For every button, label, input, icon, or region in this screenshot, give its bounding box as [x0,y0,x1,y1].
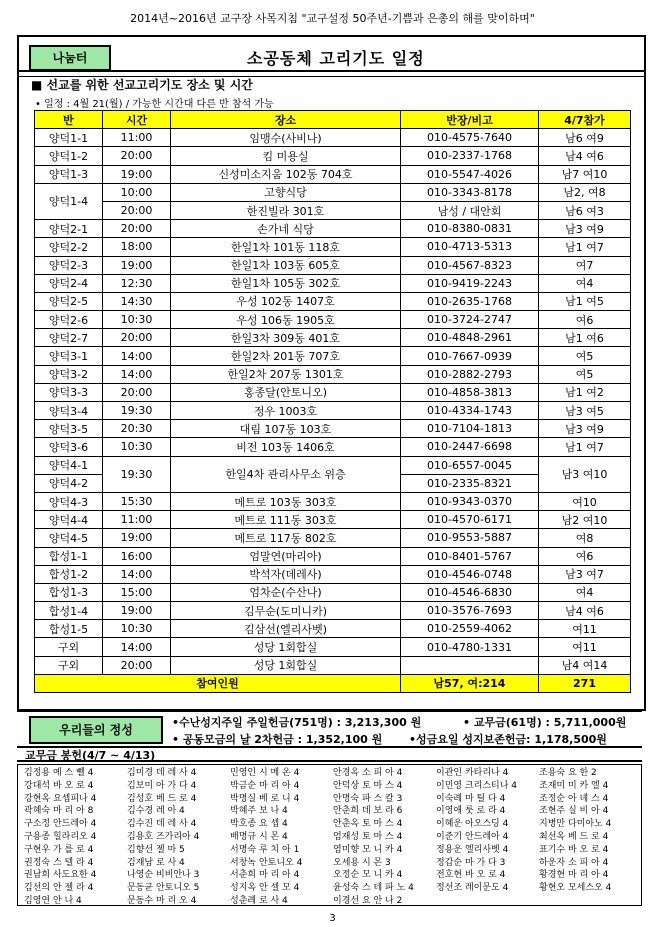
col-header: 4/7참가 [539,111,631,129]
table-cell: 남4 여6 [539,147,631,165]
offering-tag: 우리들의 정성 [29,716,163,744]
donor-entry: 박명실 베 로 니 4 [230,793,300,804]
table-cell: 20:00 [103,220,171,238]
table-cell: 엄차순(수산나) [171,583,401,601]
table-cell: 합성1-2 [35,565,103,583]
table-cell: 010-9343-0370 [401,492,539,510]
table-cell: 10:30 [103,438,171,456]
donor-entry: 권정숙 스 텔 라 4 [24,857,94,868]
donor-entry: 최선옥 베 드 로 4 [539,831,609,842]
table-cell: 010-4546-0748 [401,565,539,583]
table-cell: 여4 [539,274,631,292]
table-cell: 양덕2-4 [35,274,103,292]
table-cell: 홍종달(안토니오) [171,383,401,401]
section-tag: 나눔터 [29,45,111,71]
donor-entry: 성춘례 로 사 4 [230,895,288,906]
table-row [35,256,631,274]
donor-entry: 김영연 안 나 4 [24,895,82,906]
donor-entry: 정용운 엘리사벳 4 [436,844,509,855]
table-cell: 010-2882-2793 [401,365,539,383]
table-cell: 메트로 111동 303호 [171,511,401,529]
table-cell: 엄말연(마리아) [171,547,401,565]
table-cell: 킴 미용실 [171,147,401,165]
table-cell: 양덕1-1 [35,129,103,147]
donor-entry: 조용숙 요 한 2 [539,768,597,778]
table-cell: 19:00 [103,529,171,547]
donor-entry: 이숙례 마 틸 다 4 [436,793,506,804]
table-row [35,402,631,420]
donor-entry: 안명숙 파 스 칼 3 [333,793,403,804]
table-cell: 양덕4-3 [35,492,103,510]
table-cell: 010-9419-2243 [401,274,539,292]
table-row [35,383,631,401]
table-cell: 박석자(데레사) [171,565,401,583]
page-number: 3 [329,913,336,924]
donor-entry: 황현오 모세스오 4 [539,883,612,894]
table-row [35,201,631,219]
table-cell: 20:00 [103,201,171,219]
table-cell: 010-4780-1331 [401,638,539,656]
table-row [35,292,631,310]
table-cell: 손가네 식당 [171,220,401,238]
table-cell: 12:30 [103,274,171,292]
table-cell: 양덕2-6 [35,311,103,329]
donor-entry: 이영애 룻 로 라 4 [436,806,506,817]
donor-entry: 문동수 마 리 오 4 [127,895,197,906]
table-row [35,238,631,256]
donor-column [436,767,538,895]
donor-entry: 강현옥 요셉피나 4 [24,793,97,804]
donor-entry: 이혜운 아오스딩 4 [436,819,509,830]
table-cell: 구외 [35,656,103,674]
table-cell: 남6 여9 [539,129,631,147]
donor-entry: 김정용 예 스 뻴 4 [24,768,94,778]
donor-entry: 전호현 바 오 로 4 [436,870,506,881]
table-cell: 한일1차 105동 302호 [171,274,401,292]
table-cell: 양덕2-5 [35,292,103,310]
table-cell: 남4 여6 [539,602,631,620]
table-row [35,583,631,601]
table-cell: 14:00 [103,365,171,383]
table-cell: 010-3576-7693 [401,602,539,620]
table-row [35,602,631,620]
donor-entry: 안춘희 데 보 라 6 [333,806,403,817]
table-cell [401,656,539,674]
donor-entry: 김수경 레 아 4 [127,806,185,817]
donor-entry: 구현우 가 를 로 4 [24,844,94,855]
table-row [35,274,631,292]
col-header: 시간 [103,111,171,129]
donor-entry: 구용종 힐라리오 4 [24,831,97,842]
table-cell: 19:00 [103,165,171,183]
donor-column [230,767,332,908]
schedule-frame [17,35,646,711]
table-cell: 010-4858-3813 [401,383,539,401]
donor-entry: 박호종 요 셉 4 [230,819,288,830]
table-cell: 한일1차 103동 605호 [171,256,401,274]
donor-column [127,767,229,908]
table-cell: 010-4334-1743 [401,402,539,420]
table-cell: 010-7104-1813 [401,420,539,438]
donor-list [17,764,642,906]
donor-entry: 오세용 시 몬 3 [333,857,391,868]
table-cell: 김무순(도미니카) [171,602,401,620]
table-cell: 010-2635-1768 [401,292,539,310]
donor-entry: 황경현 마 리 아 4 [539,870,609,881]
table-cell: 20:00 [103,656,171,674]
table-cell: 남3 여9 [539,420,631,438]
col-header: 반장/비고 [401,111,539,129]
table-cell: 우성 106동 1905호 [171,311,401,329]
table-cell: 남6 여3 [539,201,631,219]
donor-entry: 이경선 요 안 나 2 [333,895,403,906]
donor-entry: 오정순 모 니 카 4 [333,870,403,881]
offering-line: •수난성지주일 주일헌금(751명) : 3,213,300 원 [172,716,422,729]
table-cell: 한일1차 101동 118호 [171,238,401,256]
table-cell: 010-2447-6698 [401,438,539,456]
table-cell: 여11 [539,620,631,638]
table-cell: 010-7667-0939 [401,347,539,365]
table-cell: 여4 [539,583,631,601]
table-cell: 15:30 [103,492,171,510]
table-row [35,220,631,238]
table-cell: 15:00 [103,583,171,601]
table-cell: 양덕2-1 [35,220,103,238]
donor-column [24,767,126,908]
donor-entry: 염미향 모 니 카 4 [333,844,403,855]
table-cell: 010-3343-8178 [401,183,539,201]
table-cell: 19:30 [103,456,171,492]
table-cell: 합성1-4 [35,602,103,620]
table-cell: 남성 / 대안회 [401,201,539,219]
table-cell: 여5 [539,347,631,365]
table-cell: 남3 여5 [539,402,631,420]
table-cell: 여11 [539,638,631,656]
table-cell: 양덕2-3 [35,256,103,274]
table-cell: 남4 여14 [539,656,631,674]
donor-entry: 문동균 안토니오 5 [127,883,200,894]
table-cell: 양덕1-2 [35,147,103,165]
table-cell: 남1 여2 [539,383,631,401]
donor-entry: 성지옥 안 셀 모 4 [230,883,300,894]
table-cell: 양덕3-3 [35,383,103,401]
donor-entry: 강대석 바 오 로 4 [24,780,94,791]
table-cell: 남1 여7 [539,238,631,256]
table-cell: 여5 [539,365,631,383]
total-cell: 남57, 여:214 [401,674,539,692]
donor-entry: 민영인 시 메 온 4 [230,768,300,778]
table-cell: 남1 여5 [539,292,631,310]
table-cell: 메트로 103동 303호 [171,492,401,510]
donor-entry: 김보미 아 가 다 4 [127,780,197,791]
table-cell: 남3 여9 [539,220,631,238]
donor-entry: 박혜주 보 나 4 [230,806,288,817]
table-cell: 한일2차 207동 1301호 [171,365,401,383]
table-row [35,456,631,474]
total-row [35,674,631,692]
table-cell: 010-4575-7640 [401,129,539,147]
table-cell: 합성1-1 [35,547,103,565]
table-cell: 20:00 [103,329,171,347]
table-cell: 양덕4-4 [35,511,103,529]
header-line: 2014년~2016년 교구장 사목지침 "교구설정 50주년-기쁨과 은총의 해를 맞이하며" [130,12,535,25]
schedule-table [34,110,631,693]
table-cell: 010-4567-8323 [401,256,539,274]
donor-entry: 서춘희 마 리 아 4 [230,870,300,881]
donor-entry: 곽혜숙 마 리 아 8 [24,806,94,817]
donor-entry: 안춘옥 토 마 스 4 [333,819,403,830]
table-cell: 양덕3-4 [35,402,103,420]
total-cell: 271 [539,674,631,692]
table-cell: 20:00 [103,383,171,401]
table-cell: 010-4848-2961 [401,329,539,347]
table-cell: 10:00 [103,183,171,201]
table-row [35,656,631,674]
table-cell: 14:00 [103,638,171,656]
table-cell: 19:30 [103,402,171,420]
table-cell: 010-6557-0045 [401,456,539,474]
table-cell: 여7 [539,256,631,274]
table-cell: 여6 [539,547,631,565]
table-cell: 합성1-3 [35,583,103,601]
donor-entry: 정선조 레이문도 4 [436,883,509,894]
table-cell: 대림 107동 103호 [171,420,401,438]
table-row [35,565,631,583]
table-cell: 한일2차 201동 707호 [171,347,401,365]
table-cell: 여10 [539,492,631,510]
table-row [35,438,631,456]
donor-entry: 서명숙 루 치 아 1 [230,844,300,855]
table-cell: 010-4713-5313 [401,238,539,256]
table-cell: 20:00 [103,147,171,165]
table-cell: 10:30 [103,620,171,638]
table-cell: 구외 [35,638,103,656]
table-cell: 남7 여10 [539,165,631,183]
table-cell: 합성1-5 [35,620,103,638]
donor-entry: 배명규 시 몬 4 [230,831,288,842]
table-header-row [35,111,631,129]
table-cell: 16:00 [103,547,171,565]
table-cell: 한일4차 관리사무소 위층 [171,456,401,492]
donor-entry: 이민영 크리스티나 4 [436,780,518,791]
schedule-note: • 일정 : 4월 21(월) / 가능한 시간대 다른 반 참석 가능 [35,99,274,110]
offering-line: • 교무금(61명) : 5,711,000원 [463,716,627,729]
table-cell: 14:00 [103,565,171,583]
table-cell: 남2, 여8 [539,183,631,201]
table-cell: 김삼선(엘리사벳) [171,620,401,638]
table-cell: 양덕4-1 [35,456,103,474]
donor-entry: 이관인 카타리나 4 [436,768,509,778]
table-row [35,492,631,510]
table-cell: 비전 103동 1406호 [171,438,401,456]
table-cell: 임맹수(사비나) [171,129,401,147]
table-cell: 19:00 [103,256,171,274]
table-row [35,620,631,638]
donor-entry: 김수진 데 레 사 4 [127,819,197,830]
table-row [35,183,631,201]
table-cell: 11:00 [103,129,171,147]
table-row [35,347,631,365]
table-cell: 양덕4-2 [35,474,103,492]
table-cell: 우성 102동 1407호 [171,292,401,310]
donor-entry: 하운자 소 피 아 4 [539,857,609,868]
table-cell: 010-3724-2747 [401,311,539,329]
table-row [35,147,631,165]
table-cell: 고향식당 [171,183,401,201]
donor-entry: 안덕상 토 마 스 4 [333,780,403,791]
donor-entry: 서창녹 안토니오 4 [230,857,303,868]
table-cell: 남1 여7 [539,438,631,456]
donor-title: 교무금 봉헌(4/7 ~ 4/13) [17,746,642,762]
offering-line: •성금요일 성지보존헌금: 1,178,500원 [409,733,607,746]
donor-column [539,767,641,895]
donor-entry: 엄재성 토 마 스 4 [333,831,403,842]
donor-entry: 정갑순 마 가 다 3 [436,857,506,868]
donor-column [333,767,435,908]
table-row [35,165,631,183]
table-cell: 11:00 [103,511,171,529]
donor-entry: 나영순 비비안나 3 [127,870,200,881]
section-heading: ■ 선교를 위한 선교고리기도 장소 및 시간 [31,78,253,92]
table-cell: 14:30 [103,292,171,310]
table-cell: 010-4570-6171 [401,511,539,529]
table-cell: 남2 여10 [539,511,631,529]
table-cell: 여6 [539,311,631,329]
table-cell: 010-8401-5767 [401,547,539,565]
table-row [35,329,631,347]
table-cell: 10:30 [103,311,171,329]
donor-entry: 김향선 젤 마 5 [127,844,185,855]
table-cell: 신성미소지움 102동 704호 [171,165,401,183]
table-cell: 14:00 [103,347,171,365]
table-cell: 양덕3-5 [35,420,103,438]
table-cell: 양덕2-2 [35,238,103,256]
table-cell: 여8 [539,529,631,547]
donor-entry: 윤성숙 스 테 파 노 4 [333,883,414,894]
table-cell: 성당 1회합실 [171,638,401,656]
table-cell: 010-5547-4026 [401,165,539,183]
donor-entry: 김미경 데 레 사 4 [127,768,197,778]
table-cell: 010-9553-5887 [401,529,539,547]
table-row [35,511,631,529]
offering-line: • 공동모금의 날 2차헌금 : 1,352,100 원 [172,733,383,746]
table-cell: 010-2559-4062 [401,620,539,638]
table-cell: 양덕3-6 [35,438,103,456]
table-cell: 20:30 [103,420,171,438]
table-cell: 한일3차 309동 401호 [171,329,401,347]
table-row [35,129,631,147]
table-cell: 010-2335-8321 [401,474,539,492]
col-header: 장소 [171,111,401,129]
donor-entry: 권남희 사도요한 4 [24,870,97,881]
table-cell: 성당 1회합실 [171,656,401,674]
table-cell: 18:00 [103,238,171,256]
table-cell: 양덕2-7 [35,329,103,347]
donor-entry: 구소정 안드레아 4 [24,819,97,830]
donor-entry: 지병만 다미아노 4 [539,819,612,830]
table-cell: 양덕3-1 [35,347,103,365]
donor-entry: 김용호 즈가리아 4 [127,831,200,842]
table-cell: 정우 1003호 [171,402,401,420]
table-row [35,638,631,656]
donor-entry: 조재미 미 카 엘 4 [539,780,609,791]
donor-entry: 박금순 마 리 아 4 [230,780,300,791]
table-row [35,420,631,438]
donor-entry: 표기수 바 오 로 4 [539,844,609,855]
donor-entry: 김선의 안 젤 라 4 [24,883,94,894]
donor-entry: 조현주 실 비 아 4 [539,806,609,817]
table-row [35,547,631,565]
table-row [35,529,631,547]
table-cell: 010-4546-6830 [401,583,539,601]
table-cell: 양덕3-2 [35,365,103,383]
table-cell: 010-8380-0831 [401,220,539,238]
table-cell: 메트로 117동 802호 [171,529,401,547]
donor-entry: 조정순 아 녜 스 4 [539,793,609,804]
col-header: 반 [35,111,103,129]
table-cell: 양덕1-4 [35,183,103,219]
table-cell: 010-2337-1768 [401,147,539,165]
table-cell: 남3 여10 [539,456,631,492]
table-cell: 양덕1-3 [35,165,103,183]
table-cell: 남3 여7 [539,565,631,583]
total-cell: 참여인원 [35,674,401,692]
table-row [35,311,631,329]
donor-entry: 안경옥 소 피 아 4 [333,768,403,778]
donor-entry: 이준기 안드레아 4 [436,831,509,842]
table-cell: 양덕4-5 [35,529,103,547]
table-cell: 19:00 [103,602,171,620]
page-title: 소공동체 고리기도 일정 [247,49,425,68]
donor-entry: 김성호 베 드 로 4 [127,793,197,804]
table-body [35,129,631,693]
table-cell: 한진빌라 301호 [171,201,401,219]
table-row [35,365,631,383]
donor-entry: 김재남 로 사 4 [127,857,185,868]
table-cell: 남1 여6 [539,329,631,347]
